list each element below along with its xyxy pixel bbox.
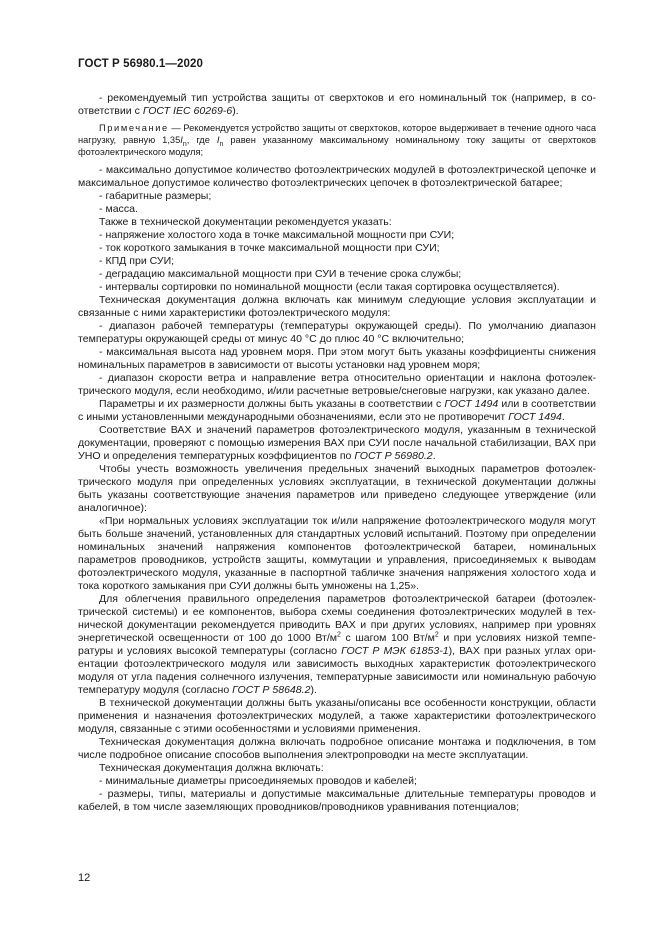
note-paragraph: Примечание — Рекомендуется устройство защиты от сверхтоков, которое выдерживает в течение одного часа нагрузку, равную $1,35I_n$, где $I_n$ равен указанному максимальному номинальному току защиты от сверхтоков фотоэлектрического модуля; xyxy=(78,123,596,157)
paragraph: Для облегчения правильного определения параметров фотоэлектрической батареи (фотоэлектрической системы) и ее компонентов, выбора схемы соединения фотоэлектрических модулей в технической документации рекомендуется приводить ВАХ и при других условиях, например при уровнях энергетической освещенности от 100 до 1000 $Вт/м^2$ с шагом 100 $Вт/м^2$ и при условиях низкой температуры и условиях высокой температуры (согласно ГОСТ Р МЭК 61853-1), ВАХ при разных углах ориентации фотоэлектрического модуля или зависимость выходных характеристик фотоэлектрического модуля от угла падения солнечного излучения, температурные зависимости или номинальную рабочую температуру модуля (согласно ГОСТ Р 58648.2). xyxy=(78,593,596,696)
list-item: - интервалы сортировки по номинальной мощности (если такая сортировка осуществляется). xyxy=(99,281,560,293)
page-number: 12 xyxy=(78,872,91,884)
list-item: - деградацию максимальной мощности при СУИ в течение срока службы; xyxy=(99,268,462,280)
standard-reference: ГОСТ IEC 60269-6 xyxy=(142,105,233,117)
paragraph: Техническая документация должна включать подробное описание монтажа и подключения, в том числе подробное описание способов выполнения электропроводки на месте эксплуатации. xyxy=(78,736,596,761)
standard-reference: ГОСТ 1494 xyxy=(444,398,499,410)
paragraph: Соответствие ВАХ и значений параметров фотоэлектрического модуля, указанным в технической документации, проверяют с помощью измерения ВАХ при СУИ после начальной стабилизации, ВАХ при УНО и определения температурных коэффициентов по ГОСТ Р 56980.2. xyxy=(78,424,596,462)
standard-reference: ГОСТ 1494 xyxy=(508,411,562,423)
quoted-statement: «При нормальных условиях эксплуатации ток и/или напряжение фотоэлектрического модуля могут быть больше значений, установленных для стандартных условий испытаний. Поэтому при определении номинальных значений напряжения компонентов фотоэлектрической батареи, номинальных параметров проводников, устройств защиты, коммутации и управления, присоединяемых к выводам фотоэлектрического модуля, указанные в паспортной табличке значения напряжения холостого хода и тока короткого замыкания при СУИ должны быть умножены на 1,25». xyxy=(78,515,596,592)
paragraph: Техническая документация должна включать как минимум следующие условия эксплуатации и связанные с ними характеристики фотоэлектрического модуля: xyxy=(78,294,596,319)
list-item: - КПД при СУИ; xyxy=(99,255,175,267)
list-item: - напряжение холостого хода в точке максимальной мощности при СУИ; xyxy=(99,229,455,241)
standard-reference: ГОСТ Р МЭК 61853-1 xyxy=(341,645,449,657)
paragraph-overcurrent-device: - рекомендуемый тип устройства защиты от сверхтоков и его номинальный ток (например, в соответствии с ГОСТ IEC 60269-6). xyxy=(78,92,596,117)
paragraph: Чтобы учесть возможность увеличения предельных значений выходных параметров фотоэлектрического модуля при определенных условиях эксплуатации, в технической документации должны быть указаны соответствующие значения параметров или приведено следующее утверждение (или аналогичное): xyxy=(78,463,596,514)
document-header: ГОСТ Р 56980.1—2020 xyxy=(78,58,203,70)
list-item: - диапазон скорости ветра и направление ветра относительно ориентации и наклона фотоэлектрического модуля, если необходимо, и/или расчетные ветровые/снеговые нагрузки, как указано далее. xyxy=(78,372,596,397)
note-label: Примечание xyxy=(99,123,169,133)
list-item: - размеры, типы, материалы и допустимые максимальные длительные температуры проводов и кабелей, в том числе заземляющих проводников/проводников уравнивания потенциалов; xyxy=(78,788,596,813)
list-item: - ток короткого замыкания в точке максимальной мощности при СУИ; xyxy=(99,242,440,254)
paragraph: В технической документации должны быть указаны/описаны все особенности конструкции, области применения и назначения фотоэлектрических модулей, а также характеристики фотоэлектрического модуля, связанные с этими особенностями и условиями применения. xyxy=(78,697,596,735)
list-item: - максимальная высота над уровнем моря. При этом могут быть указаны коэффициенты снижения номинальных параметров в зависимости от высоты установки над уровнем моря; xyxy=(78,346,596,371)
list-item: - масса. xyxy=(99,203,138,215)
list-item: - минимальные диаметры присоединяемых проводов и кабелей; xyxy=(99,775,417,787)
standard-reference: ГОСТ Р 56980.2 xyxy=(354,450,433,462)
paragraph: Параметры и их размерности должны быть указаны в соответствии с ГОСТ 1494 или в соответствии с иными установленными международными обозначениями, если это не противоречит ГОСТ 1494. xyxy=(78,398,596,423)
list-item: - габаритные размеры; xyxy=(99,190,212,202)
standard-reference: ГОСТ Р 58648.2 xyxy=(232,684,311,696)
paragraph: Техническая документация должна включать: xyxy=(99,762,324,774)
document-body xyxy=(78,92,596,814)
list-item: - максимально допустимое количество фотоэлектрических модулей в фотоэлектрической цепочке и максимальное допустимое количество фотоэлектрических цепочек в фотоэлектрической батарее; xyxy=(78,164,596,189)
list-item: - диапазон рабочей температуры (температуры окружающей среды). По умолчанию диапазон температуры окружающей среды от минус 40 °С до плюс 40 °С включительно; xyxy=(78,320,596,345)
paragraph: Также в технической документации рекомендуется указать: xyxy=(99,216,392,228)
